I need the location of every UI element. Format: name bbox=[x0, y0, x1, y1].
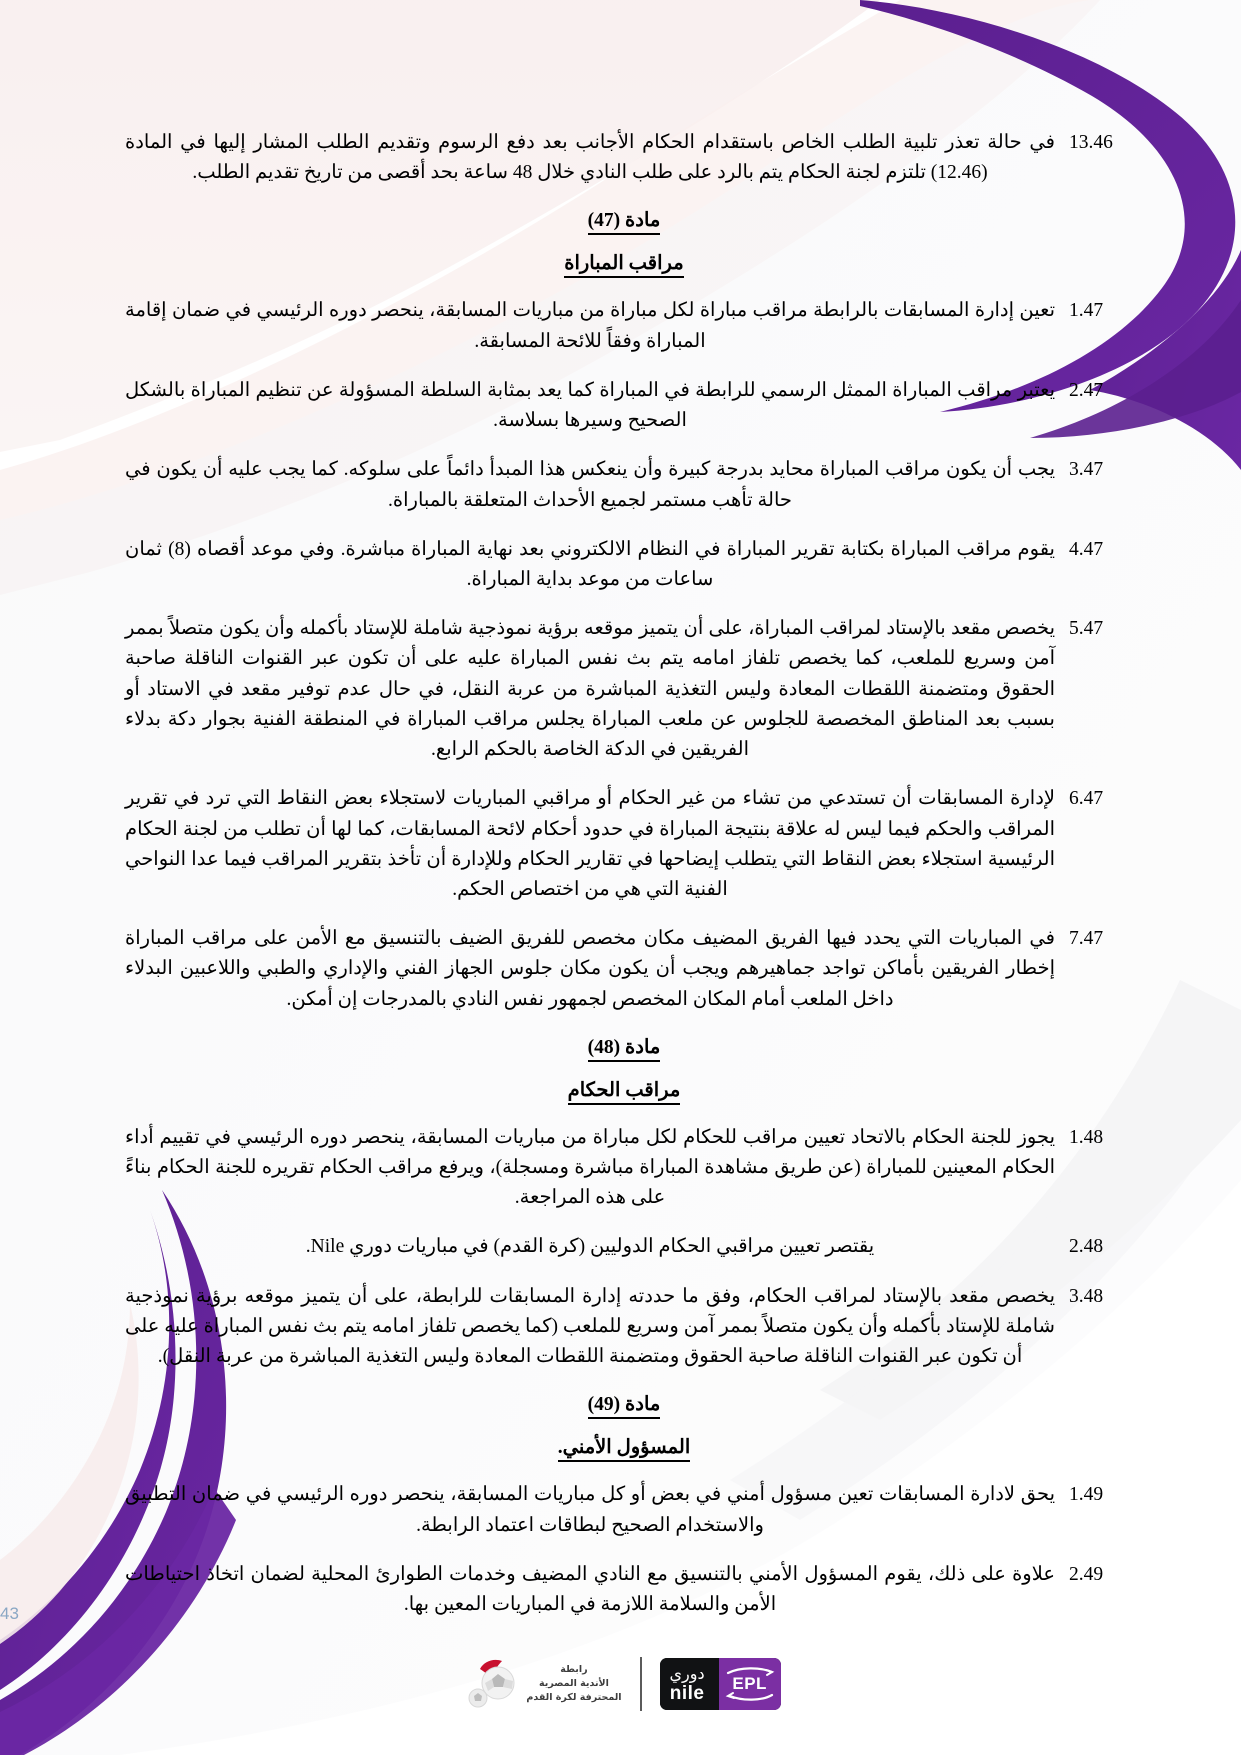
clause bbox=[125, 1480, 1123, 1540]
epl-badge bbox=[719, 1658, 781, 1710]
clause bbox=[125, 376, 1123, 436]
clause bbox=[125, 1232, 1123, 1262]
footer-logos bbox=[0, 1656, 1241, 1712]
article-heading-47 bbox=[125, 208, 1123, 235]
logo-divider bbox=[640, 1657, 642, 1711]
clause-text: تعين إدارة المسابقات بالرابطة مراقب مباراة لكل مباراة من مباريات المسابقة، ينحصر دوره الرئيسي في ضمان إقامة المباراة وفقاً للائحة المسابقة. bbox=[125, 300, 1055, 352]
clause bbox=[125, 535, 1123, 595]
clause-number: 7.47 bbox=[1069, 928, 1104, 950]
article-heading-text: مادة (48) bbox=[588, 1035, 661, 1062]
clause-number: 5.47 bbox=[1069, 618, 1104, 640]
clause bbox=[125, 924, 1123, 1015]
article-subheading-47 bbox=[125, 251, 1123, 278]
clause-number: 1.48 bbox=[1069, 1126, 1104, 1148]
efa-logo-text bbox=[526, 1663, 621, 1704]
clause bbox=[125, 296, 1123, 356]
clause-text: يحق لادارة المسابقات تعين مسؤول أمني في بعض أو كل مباريات المسابقة، ينحصر دوره الرئيسي في ضمان التطبيق والاستخدام الصحيح لبطاقات اعتماد الرابطة. bbox=[125, 1484, 1055, 1536]
clause-number: 1.49 bbox=[1069, 1484, 1104, 1506]
clause bbox=[125, 1282, 1123, 1373]
article-subheading-text: المسؤول الأمني. bbox=[558, 1435, 691, 1462]
article-subheading-text: مراقب المباراة bbox=[564, 251, 683, 278]
efa-logo bbox=[460, 1656, 621, 1712]
page-number: 43 bbox=[0, 1604, 19, 1623]
clause-text: يقوم مراقب المباراة بكتابة تقرير المباراة في النظام الالكتروني بعد نهاية المباراة مباشرة. وفي موعد أقصاه (8) ثمان ساعات من موعد بداية المباراة. bbox=[125, 538, 1055, 590]
clause-number: 3.48 bbox=[1069, 1285, 1104, 1307]
clause-number: 3.47 bbox=[1069, 459, 1104, 481]
clause-text: يقتصر تعيين مراقبي الحكام الدوليين (كرة القدم) في مباريات دوري Nile. bbox=[305, 1236, 875, 1258]
clause-text: يجب أن يكون مراقب المباراة محايد بدرجة كبيرة وأن ينعكس هذا المبدأ دائماً على سلوكه. كما يجب عليه أن يكون في حالة تأهب مستمر لجميع الأحداث المتعلقة بالمباراة. bbox=[125, 459, 1055, 511]
article-heading-text: مادة (47) bbox=[588, 208, 661, 235]
clause-number: 13.46 bbox=[1069, 132, 1113, 153]
clause-number: 2.47 bbox=[1069, 379, 1104, 401]
article-heading-text: مادة (49) bbox=[588, 1392, 661, 1419]
epl-latin-name: nile bbox=[669, 1682, 705, 1704]
clause-text: في المباريات التي يحدد فيها الفريق المضيف مكان مخصص للفريق الضيف بالتنسيق مع الأمن على مراقب المباراة إخطار الفريقين بأماكن تواجد جماهيرهم ويجب أن يكون مكان جلوس الجهاز الفني والإداري والطبي واللاعبين البدلاء داخل الملعب أمام المكان المخصص لجمهور نفس النادي بالمدرجات إن أمكن. bbox=[125, 928, 1055, 1010]
epl-badge-label: EPL bbox=[732, 1674, 767, 1693]
epl-wordmark bbox=[660, 1658, 719, 1710]
clause bbox=[125, 128, 1123, 188]
clause-number: 4.47 bbox=[1069, 538, 1104, 560]
epl-arabic-name: دوري bbox=[669, 1663, 705, 1683]
efa-line-3: المحترفة لكرة القدم bbox=[526, 1691, 622, 1703]
clause-number: 1.47 bbox=[1069, 300, 1104, 322]
clause-number: 2.49 bbox=[1069, 1563, 1104, 1585]
clause-number: 6.47 bbox=[1069, 788, 1104, 810]
clause bbox=[125, 784, 1123, 905]
clause-text: يجوز للجنة الحكام بالاتحاد تعيين مراقب للحكام لكل مباراة من مباريات المسابقة، ينحصر دوره الرئيسي في تقييم أداء الحكام المعينين للمباراة (عن طريق مشاهدة المباراة مباشرة ومسجلة)، ويرفع مراقب الحكام تقريره للجنة الحكام بناءً على هذه المراجعة. bbox=[125, 1126, 1055, 1209]
clause-text: يعتبر مراقب المباراة الممثل الرسمي للرابطة في المباراة كما يعد بمثابة السلطة المسؤولة عن تنظيم المباراة بالشكل الصحيح وسيرها بسلاسة. bbox=[125, 379, 1055, 432]
article-subheading-48 bbox=[125, 1078, 1123, 1105]
clause-text: علاوة على ذلك، يقوم المسؤول الأمني بالتنسيق مع النادي المضيف وخدمات الطوارئ المحلية لضمان اتخاذ احتياطات الأمن والسلامة اللازمة في المباريات المعين بها. bbox=[125, 1563, 1055, 1615]
efa-line-1: رابطة bbox=[560, 1664, 588, 1676]
article-subheading-49 bbox=[125, 1435, 1123, 1462]
efa-line-2: الأندية المصرية bbox=[539, 1678, 609, 1690]
clause-text: في حالة تعذر تلبية الطلب الخاص باستقدام الحكام الأجانب بعد دفع الرسوم وتقديم الطلب المشار إليها في المادة (12.46) تلتزم لجنة الحكام يتم بالرد على طلب النادي خلال 48 ساعة بحد أقصى من تاريخ تقديم الطلب. bbox=[125, 132, 1055, 184]
article-heading-49 bbox=[125, 1392, 1123, 1419]
clause-text: يخصص مقعد بالإستاد لمراقب المباراة، على أن يتميز موقعه برؤية نموذجية شاملة للإستاد بأكمله وأن يكون متصلاً بممر آمن وسريع للملعب، كما يخصص تلفاز امامه يتم بث نفس المباراة عليه على أن تكون عبر القنوات الناقلة صاحبة الحقوق ومتضمنة اللقطات المعادة وليس التغذية المباشرة من عربة النقل، في حال عدم توفير مقعد في الاستاد أو بسبب بعد المناطق المخصصة للجلوس عن ملعب المباراة يجلس مراقب المباراة في المنطقة الفنية بجوار دكة بدلاء الفريقين في الدكة الخاصة بالحكم الرابع. bbox=[125, 618, 1055, 761]
article-heading-48 bbox=[125, 1035, 1123, 1062]
clause bbox=[125, 614, 1123, 765]
clause bbox=[125, 455, 1123, 515]
clause-text: يخصص مقعد بالإستاد لمراقب الحكام، وفق ما حددته إدارة المسابقات للرابطة، على أن يتميز موقعه برؤية نموذجية شاملة للإستاد بأكمله وأن يكون متصلاً بممر آمن وسريع للملعب (كما يخصص تلفاز امامه يتم بث نفس المباراة عليه على أن تكون عبر القنوات الناقلة صاحبة الحقوق ومتضمنة اللقطات المعادة وليس التغذية المباشرة من عربة النقل). bbox=[125, 1285, 1055, 1368]
football-icon bbox=[460, 1657, 518, 1711]
epl-nile-logo bbox=[660, 1658, 781, 1710]
clause-text: لإدارة المسابقات أن تستدعي من تشاء من غير الحكام أو مراقبي المباريات لاستجلاء بعض النقاط التي ترد في تقرير المراقب والحكم فيما ليس له علاقة بنتيجة المباراة في حدود أحكام لائحة المسابقات، كما لها أن تطلب من لجنة الحكام الرئيسية استجلاء بعض النقاط التي يتطلب إيضاحها في تقارير الحكام وللإدارة أن تأخذ بتقرير المراقب فيما عدا النواحي الفنية التي هي من اختصاص الحكم. bbox=[125, 788, 1055, 900]
clause-number: 2.48 bbox=[1069, 1236, 1104, 1258]
page-content bbox=[125, 128, 1123, 1639]
article-subheading-text: مراقب الحكام bbox=[568, 1078, 681, 1105]
clause bbox=[125, 1123, 1123, 1214]
